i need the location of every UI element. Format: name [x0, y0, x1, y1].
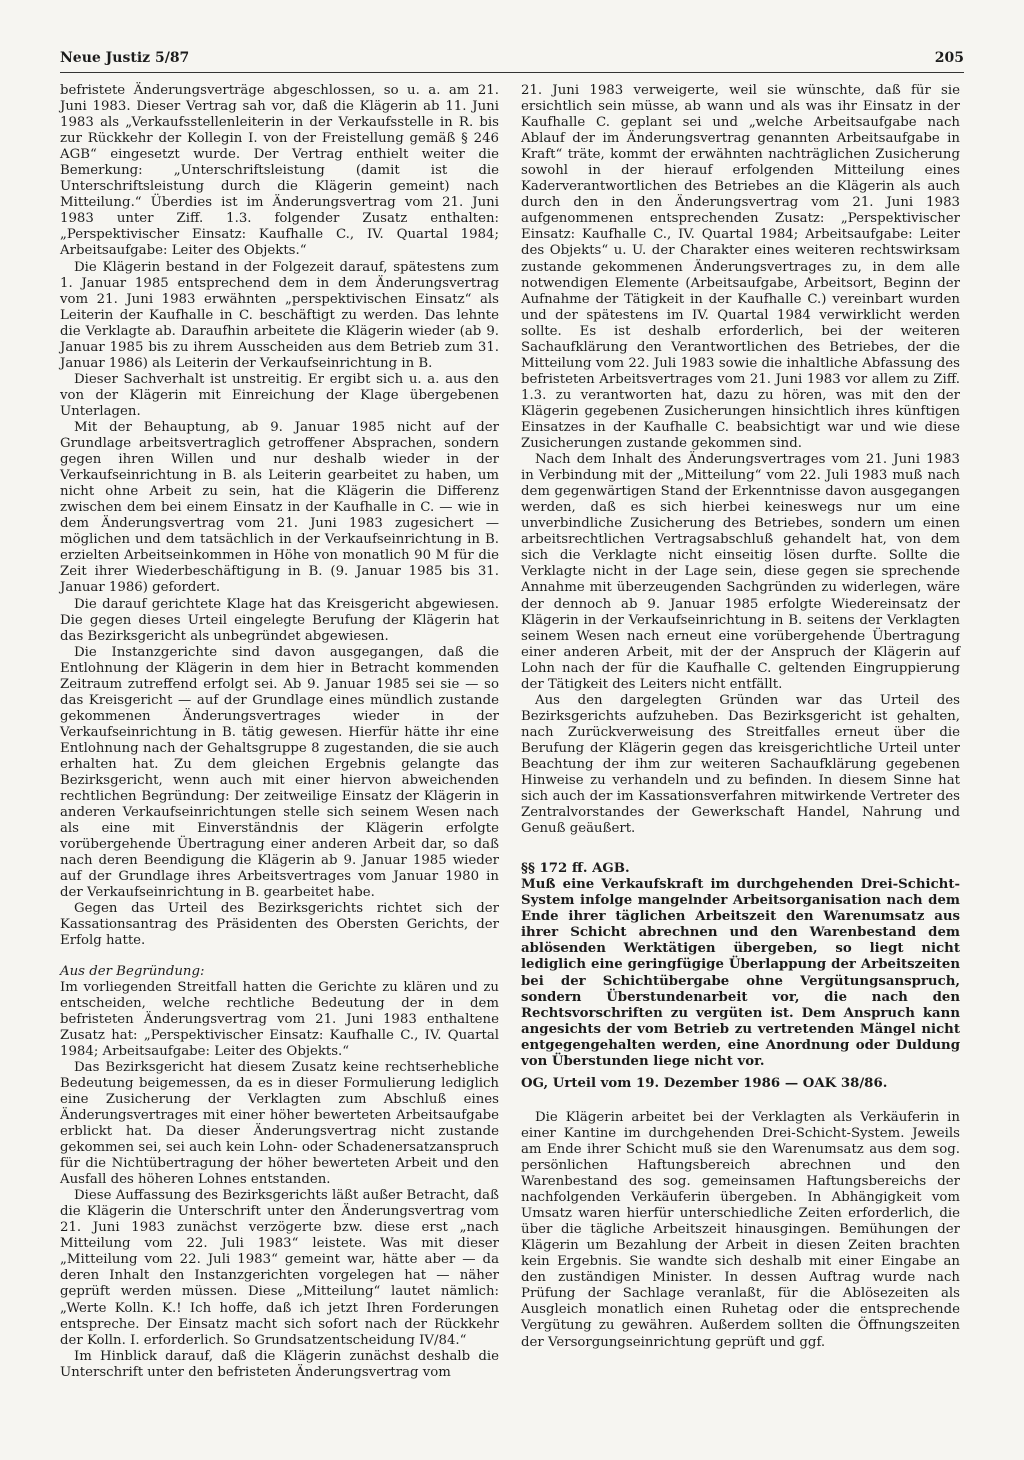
paragraph: Die Klägerin arbeitet bei der Verklagten als Verkäuferin in einer Kantine im durchgehenden Drei-Schicht-System. Jeweils am Ende ihrer Schicht muß sie den Warenumsatz aus dem sog. persönlichen Haftungsbereich abrechnen und den Warenbestand des sog. gemeinsamen Haftungsbereichs der nachfolgenden Verkäuferin übergeben. In Abhängigkeit vom Umsatz waren hierfür unterschiedliche Zeiten erforderlich, die über die tägliche Arbeitszeit hinausgingen. Bemühungen der Klägerin um Bezahlung der Arbeit in diesen Zeiten brachten kein Ergebnis. Sie wandte sich deshalb mit einer Eingabe an den zuständigen Minister. In dessen Auftrag wurde nach Prüfung der Sachlage veranlaßt, für die Ablösezeiten als Ausgleich monatlich einen Ruhetag oder die entsprechende Vergütung zu gewähren. Außerdem sollten die Öffnungszeiten der Versorgungseinrichtung geprüft und ggf. — [521, 1109, 960, 1350]
judgment-citation: OG, Urteil vom 19. Dezember 1986 — OAK 38/86. — [521, 1075, 888, 1091]
text-columns — [60, 83, 964, 1381]
running-header — [60, 50, 964, 73]
paragraph: Die Instanzgerichte sind davon ausgegangen, daß die Entlohnung der Klägerin in dem hier in Betracht kommenden Zeitraum zutreffend erfolgt sei. Ab 9. Januar 1985 sei sie — so das Kreisgericht — auf der Grundlage eines mündlich zustande gekommenen Änderungsvertrages wieder in der Verkaufseinrichtung in B. tätig gewesen. Hierfür hätte ihr eine Entlohnung nach der Gehaltsgruppe 8 zugestanden, die sie auch erhalten hat. Zu dem gleichen Ergebnis gelangte das Bezirksgericht, wenn auch mit einer hiervon abweichenden rechtlichen Begründung: Der zeitweilige Einsatz der Klägerin in anderen Verkaufseinrichtungen stelle sich seinem Wesen nach als eine mit Einverständnis der Klägerin erfolgte vorübergehende Übertragung einer anderen Arbeit dar, so daß nach deren Beendigung die Klägerin ab 9. Januar 1985 wieder auf der Grundlage ihres Arbeitsvertrages vom Januar 1980 in der Verkaufseinrichtung in B. gearbeitet habe. — [60, 644, 499, 901]
paragraph: Im Hinblick darauf, daß die Klägerin zunächst deshalb die Unterschrift unter den befristeten Änderungsvertrag vom — [60, 1348, 499, 1380]
paragraph: Nach dem Inhalt des Änderungsvertrages vom 21. Juni 1983 in Verbindung mit der „Mitteilung“ vom 22. Juli 1983 muß nach dem gegenwärtigen Stand der Erkenntnisse davon ausgegangen werden, daß es sich hierbei keineswegs nur um eine unverbindliche Zusicherung des Betriebes, sondern um einen arbeitsrechtlichen Vertragsabschluß gehandelt hat, von dem sich die Verklagte nicht einseitig lösen durfte. Sollte die Verklagte nicht in der Lage sein, diese gegen sie sprechende Annahme mit überzeugenden Sachgründen zu widerlegen, wäre der dennoch ab 9. Januar 1985 erfolgte Wiedereinsatz der Klägerin in der Verkaufseinrichtung in B. seitens der Verklagten seinem Wesen nach erneut eine vorübergehende Übertragung einer anderen Arbeit, mit der der Anspruch der Klägerin auf Lohn nach der für die Kaufhalle C. geltenden Eingruppierung der Tätigkeit des Leiters nicht entfällt. — [521, 452, 960, 692]
section-subheading: Aus der Begründung: — [60, 963, 205, 979]
paragraph: Dieser Sachverhalt ist unstreitig. Er ergibt sich u. a. aus den von der Klägerin mit Einreichung der Klage übergebenen Unterlagen. — [60, 371, 499, 419]
paragraph: Die darauf gerichtete Klage hat das Kreisgericht abgewiesen. Die gegen dieses Urteil eingelegte Berufung der Klägerin hat das Bezirksgericht als unbegründet abgewiesen. — [60, 596, 499, 644]
paragraph: befristete Änderungsverträge abgeschlossen, so u. a. am 21. Juni 1983. Dieser Vertrag sah vor, daß die Klägerin ab 11. Juni 1983 als „Verkaufsstellenleiterin in der Verkaufsstelle in R. bis zur Rückkehr der Kollegin I. von der Freistellung gemäß § 246 AGB“ eingesetzt wurde. Der Vertrag enthielt weiter die Bemerkung: „Unterschriftsleistung (damit ist die Unterschriftsleistung durch die Klägerin gemeint) nach Mitteilung.“ Überdies ist im Änderungsvertrag vom 21. Juni 1983 unter Ziff. 1.3. folgender Zusatz enthalten: „Perspektivischer Einsatz: Kaufhalle C., IV. Quartal 1984; Arbeitsaufgabe: Leiter des Objekts.“ — [60, 83, 499, 259]
left-column — [60, 83, 499, 1381]
paragraph: Die Klägerin bestand in der Folgezeit darauf, spätestens zum 1. Januar 1985 entsprechend dem in dem Änderungsvertrag vom 21. Juni 1983 erwähnten „perspektivischen Einsatz“ als Leiterin der Kaufhalle in C. beschäftigt zu werden. Das lehnte die Verklagte ab. Daraufhin arbeitete die Klägerin wieder (ab 9. Januar 1985 bis zu ihrem Ausscheiden aus dem Betrieb zum 31. Januar 1986) als Leiterin der Verkaufseinrichtung in B. — [60, 259, 499, 371]
paragraph: Aus den dargelegten Gründen war das Urteil des Bezirksgerichts aufzuheben. Das Bezirksgericht ist gehalten, nach Zurückverweisung des Streitfalles erneut über die Berufung der Klägerin gegen das kreisgerichtliche Urteil unter Beachtung der ihm zur weiteren Sachaufklärung gegebenen Hinweise zu verhandeln und zu befinden. In diesem Sinne hat sich auch der im Kassationsverfahren mitwirkende Vertreter des Zentralvorstandes der Gewerkschaft Handel, Nahrung und Genuß geäußert. — [521, 692, 960, 837]
journal-title: Neue Justiz 5/87 — [60, 50, 190, 66]
right-column — [521, 83, 960, 1351]
leitsatz: Muß eine Verkaufskraft im durchgehenden Drei-Schicht-System infolge mangelnder Arbeitsorganisation nach dem Ende ihrer täglichen Arbeitszeit den Warenumsatz aus ihrer Schicht abrechnen und den Warenbestand dem ablösenden Werktätigen übergeben, so liegt nicht lediglich eine geringfügige Überlappung der Arbeitszeiten bei der Schichtübergabe ohne Vergütungsanspruch, sondern Überstundenarbeit vor, die nach den Rechtsvorschriften zu vergüten ist. Dem Anspruch kann angesichts der vom Betrieb zu vertretenden Mängel nicht entgegengehalten werden, eine Anordnung oder Duldung von Überstunden liege nicht vor. — [521, 877, 960, 1069]
law-heading: §§ 172 ff. AGB. — [521, 861, 630, 877]
page-number: 205 — [934, 50, 964, 66]
paragraph: 21. Juni 1983 verweigerte, weil sie wünschte, daß für sie ersichtlich sein müsse, ab wann und als was ihr Einsatz in der Kaufhalle C. geplant sei und „welche Arbeitsaufgabe nach Ablauf der im Änderungsvertrag genannten Arbeitsaufgabe in Kraft“ träte, kommt der erwähnten nachträglichen Zusicherung sowohl in der hierauf erfolgenden Mitteilung eines Kaderverantwortlichen des Betriebes an die Klägerin als auch durch den in den Änderungsvertrag vom 21. Juni 1983 aufgenommenen entsprechenden Zusatz: „Perspektivischer Einsatz: Kaufhalle C., IV. Quartal 1984; Arbeitsaufgabe: Leiter des Objekts“ u. U. der Charakter eines weiteren rechtswirksam zustande gekommenen Änderungsvertrages zu, in dem alle notwendigen Elemente (Arbeitsaufgabe, Arbeitsort, Beginn der Aufnahme der Tätigkeit in der Kaufhalle C.) vereinbart wurden und der spätestens im IV. Quartal 1984 verwirklicht werden sollte. Es ist deshalb erforderlich, bei der weiteren Sachaufklärung den Verantwortlichen des Betriebes, der die Mitteilung vom 22. Juli 1983 sowie die inhaltliche Abfassung des befristeten Arbeitsvertrages vom 21. Juni 1983 vor allem zu Ziff. 1.3. zu verantworten hat, dazu zu hören, was mit den der Klägerin gegebenen Zusicherungen hinsichtlich ihres künftigen Einsatzes in der Kaufhalle C. beabsichtigt war und wie diese Zusicherungen zustande gekommen sind. — [521, 83, 960, 452]
paragraph: Gegen das Urteil des Bezirksgerichts richtet sich der Kassationsantrag des Präsidenten des Obersten Gerichts, der Erfolg hatte. — [60, 901, 499, 949]
paragraph: Das Bezirksgericht hat diesem Zusatz keine rechtserhebliche Bedeutung beigemessen, da es in dieser Formulierung lediglich eine Zusicherung der Verklagten zum Abschluß eines Änderungsvertrages mit einer höher bewerteten Arbeitsaufgabe erblickt hat. Da dieser Änderungsvertrag nicht zustande gekommen sei, sei auch kein Lohn- oder Schadenersatzanspruch für die Nichtübertragung der höher bewerteten Arbeit und den Ausfall des höheren Lohnes entstanden. — [60, 1059, 499, 1188]
paragraph: Diese Auffassung des Bezirksgerichts läßt außer Betracht, daß die Klägerin die Unterschrift unter den Änderungsvertrag vom 21. Juni 1983 zunächst verzögerte bzw. diese erst „nach Mitteilung vom 22. Juli 1983“ leistete. Was mit dieser „Mitteilung vom 22. Juli 1983“ gemeint war, hätte aber — da deren Inhalt den Instanzgerichten vorgelegen hat — näher geprüft werden müssen. Diese „Mitteilung“ lautet nämlich: „Werte Kolln. K.! Ich hoffe, daß ich jetzt Ihren Forderungen entspreche. Der Einsatz macht sich sofort nach der Rückkehr der Kolln. I. erforderlich. So Grundsatzentscheidung IV/84.“ — [60, 1188, 499, 1348]
paragraph: Im vorliegenden Streitfall hatten die Gerichte zu klären und zu entscheiden, welche rechtliche Bedeutung der in dem befristeten Änderungsvertrag vom 21. Juni 1983 enthaltene Zusatz hat: „Perspektivischer Einsatz: Kaufhalle C., IV. Quartal 1984; Arbeitsaufgabe: Leiter des Objekts.“ — [60, 979, 499, 1059]
paragraph: Mit der Behauptung, ab 9. Januar 1985 nicht auf der Grundlage arbeitsvertraglich getroffener Absprachen, sondern gegen ihren Willen und nur deshalb wieder in der Verkaufseinrichtung in B. als Leiterin gearbeitet zu haben, um nicht ohne Arbeit zu sein, hat die Klägerin die Differenz zwischen dem bei einem Einsatz in der Kaufhalle in C. — wie in dem Änderungsvertrag vom 21. Juni 1983 zugesichert — möglichen und dem tatsächlich in der Verkaufseinrichtung in B. erzielten Arbeitseinkommen in Höhe von monatlich 90 M für die Zeit ihrer Wiederbeschäftigung in B. (9. Januar 1985 bis 31. Januar 1986) gefordert. — [60, 419, 499, 596]
